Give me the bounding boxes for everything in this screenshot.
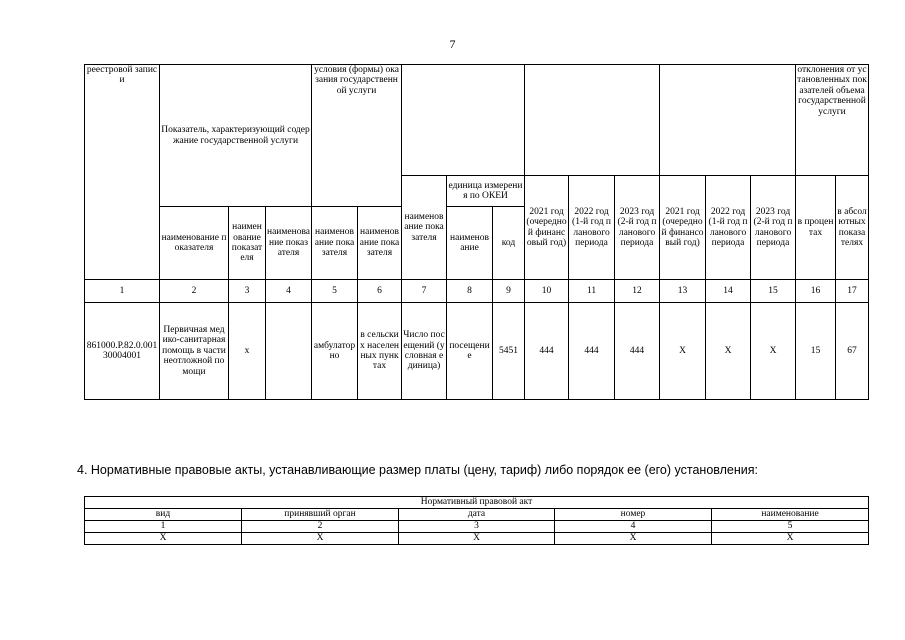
cell-unit-name: посещение bbox=[447, 303, 493, 400]
acts-header-number: номер bbox=[555, 509, 712, 521]
acts-value: Х bbox=[399, 533, 555, 545]
cell-2021-actual: Х bbox=[660, 303, 706, 400]
column-number: 14 bbox=[706, 280, 751, 303]
header-content-indicator: Показатель, характеризующий содержание государственной услуги bbox=[160, 65, 312, 207]
acts-col-number: 2 bbox=[242, 521, 399, 533]
cell-form: амбулаторно bbox=[312, 303, 358, 400]
column-number: 2 bbox=[160, 280, 229, 303]
cell-deviation-absolute: 67 bbox=[836, 303, 869, 400]
cell-registry-number: 861000.Р.82.0.00130004001 bbox=[85, 303, 160, 400]
header-blank-a bbox=[402, 65, 525, 176]
acts-value: Х bbox=[555, 533, 712, 545]
acts-value: Х bbox=[242, 533, 399, 545]
header-2021-planned: 2021 год (очередной финансовый год) bbox=[525, 176, 569, 280]
page-number: 7 bbox=[449, 37, 456, 51]
column-number: 10 bbox=[525, 280, 569, 303]
header-percent: в процентах bbox=[796, 176, 836, 280]
header-indicator-name: наименование показателя bbox=[402, 176, 447, 280]
acts-caption: Нормативный правовой акт bbox=[85, 497, 869, 509]
column-number: 7 bbox=[402, 280, 447, 303]
header-blank-c bbox=[660, 65, 796, 176]
column-number: 9 bbox=[493, 280, 525, 303]
header-col-2: наименование показателя bbox=[160, 207, 229, 280]
legal-acts-table bbox=[84, 496, 869, 545]
acts-header-date: дата bbox=[399, 509, 555, 521]
acts-value: Х bbox=[85, 533, 242, 545]
header-col-5: наименование показателя bbox=[312, 207, 358, 280]
cell-deviation-percent: 15 bbox=[796, 303, 836, 400]
acts-col-number: 5 bbox=[712, 521, 869, 533]
cell-col-3: х bbox=[229, 303, 266, 400]
column-number: 4 bbox=[266, 280, 312, 303]
cell-service-content: Первичная медико-санитарная помощь в части неотложной помощи bbox=[160, 303, 229, 400]
acts-header-name: наименование bbox=[712, 509, 869, 521]
column-number: 8 bbox=[447, 280, 493, 303]
column-number: 11 bbox=[569, 280, 615, 303]
column-number: 5 bbox=[312, 280, 358, 303]
column-number: 17 bbox=[836, 280, 869, 303]
acts-col-number: 4 bbox=[555, 521, 712, 533]
acts-header-type: вид bbox=[85, 509, 242, 521]
column-number: 3 bbox=[229, 280, 266, 303]
cell-unit-code: 5451 bbox=[493, 303, 525, 400]
cell-col-4 bbox=[266, 303, 312, 400]
acts-value: Х bbox=[712, 533, 869, 545]
service-volume-table bbox=[84, 64, 869, 400]
acts-header-authority: принявший орган bbox=[242, 509, 399, 521]
header-blank-b bbox=[525, 65, 660, 176]
header-2023-actual: 2023 год (2-й год планового периода bbox=[751, 176, 796, 280]
header-col-3: наименование показателя bbox=[229, 207, 266, 280]
header-col-6: наименование показателя bbox=[358, 207, 402, 280]
header-2021-actual: 2021 год (очередной финансовый год) bbox=[660, 176, 706, 280]
header-col-4: наименование показателя bbox=[266, 207, 312, 280]
header-2022-actual: 2022 год (1-й год планового периода bbox=[706, 176, 751, 280]
header-2023-planned: 2023 год (2-й год планового периода bbox=[615, 176, 660, 280]
column-number: 16 bbox=[796, 280, 836, 303]
cell-2021-planned: 444 bbox=[525, 303, 569, 400]
cell-condition: в сельских населенных пунктах bbox=[358, 303, 402, 400]
cell-2022-actual: Х bbox=[706, 303, 751, 400]
acts-col-number: 3 bbox=[399, 521, 555, 533]
header-2022-planned: 2022 год (1-й год планового периода bbox=[569, 176, 615, 280]
header-unit-name: наименование bbox=[447, 207, 493, 280]
column-number: 6 bbox=[358, 280, 402, 303]
cell-2023-planned: 444 bbox=[615, 303, 660, 400]
column-number: 15 bbox=[751, 280, 796, 303]
cell-2022-planned: 444 bbox=[569, 303, 615, 400]
cell-indicator-name: Число посещений (условная единица) bbox=[402, 303, 447, 400]
header-unit-okei: единица измерения по ОКЕИ bbox=[447, 176, 525, 207]
section-4-title: 4. Нормативные правовые акты, устанавливающие размер платы (цену, тариф) либо порядок ее (его) установления: bbox=[77, 463, 758, 477]
header-absolute: в абсолютных показателях bbox=[836, 176, 869, 280]
column-number: 12 bbox=[615, 280, 660, 303]
header-deviations: отклонения от установленных показателей объема государственной услуги bbox=[796, 65, 869, 176]
acts-col-number: 1 bbox=[85, 521, 242, 533]
column-number: 1 bbox=[85, 280, 160, 303]
header-unit-code: код bbox=[493, 207, 525, 280]
cell-2023-actual: Х bbox=[751, 303, 796, 400]
header-conditions: условия (формы) оказания государственной услуги bbox=[312, 65, 402, 207]
header-registry: реестровой записи bbox=[85, 65, 160, 280]
column-number: 13 bbox=[660, 280, 706, 303]
